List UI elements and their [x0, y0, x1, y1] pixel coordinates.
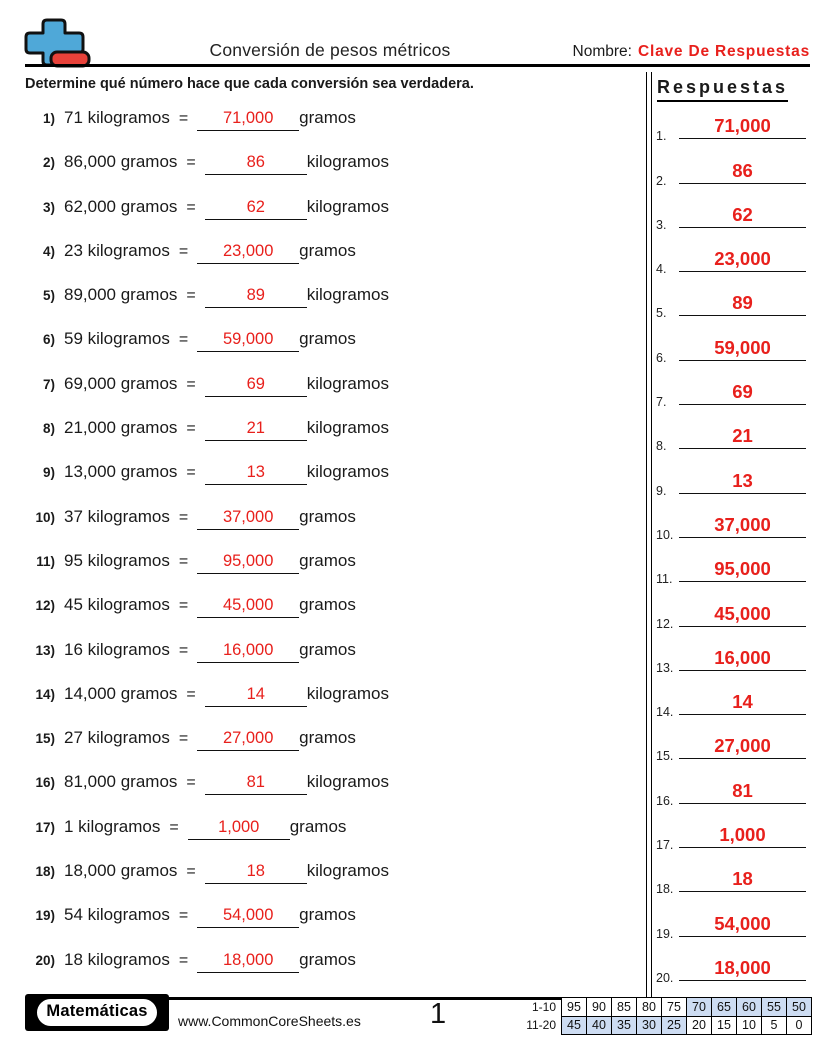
problem-row — [25, 274, 640, 318]
answer-item — [650, 590, 812, 634]
answer-line — [679, 647, 806, 671]
problem-row — [25, 939, 640, 983]
answer-list — [650, 103, 812, 989]
problem-given: 54 kilogramos — [64, 905, 170, 925]
answer-number: 9. — [656, 483, 667, 498]
answer-value: 95,000 — [714, 558, 771, 580]
answer-value: 14 — [732, 691, 753, 713]
problem-row — [25, 850, 640, 894]
answer-item — [650, 457, 812, 501]
answer-value: 62 — [732, 203, 753, 225]
problem-row — [25, 496, 640, 540]
equals-sign: = — [178, 641, 189, 659]
answer-blank: 27,000 — [197, 729, 299, 751]
equals-sign: = — [178, 951, 189, 969]
answer-value: 13 — [732, 469, 753, 491]
problem-unit: kilogramos — [306, 462, 389, 482]
equals-sign: = — [186, 287, 196, 305]
answer-item — [650, 324, 812, 368]
answer-number: 6. — [656, 350, 667, 365]
problem-number: 11) — [36, 553, 55, 569]
score-cell: 90 — [587, 998, 612, 1017]
answer-value: 27,000 — [714, 735, 771, 757]
problem-list — [25, 97, 640, 983]
problem-unit: kilogramos — [306, 418, 389, 438]
problem-given: 95 kilogramos — [64, 550, 170, 570]
score-range-label: 11-20 — [526, 1018, 556, 1033]
answer-line — [679, 248, 806, 272]
answer-line — [679, 558, 806, 582]
problem-number: 10) — [35, 509, 55, 525]
answer-item — [650, 856, 812, 900]
score-cell: 70 — [687, 998, 712, 1017]
score-cell: 95 — [562, 998, 587, 1017]
problem-given: 81,000 gramos — [64, 772, 178, 792]
answer-number: 5. — [656, 306, 667, 321]
problem-unit: kilogramos — [306, 683, 389, 703]
answer-item — [650, 900, 812, 944]
problem-row — [25, 186, 640, 230]
problem-number: 8) — [42, 421, 55, 437]
answer-line — [679, 868, 806, 892]
problem-given: 45 kilogramos — [64, 595, 170, 615]
answer-value: 16,000 — [714, 646, 771, 668]
equals-sign: = — [186, 420, 196, 438]
equals-sign: = — [178, 242, 189, 260]
answer-value: 18 — [732, 868, 753, 890]
problem-unit: gramos — [299, 905, 356, 925]
problem-row — [25, 717, 640, 761]
answer-blank: 45,000 — [197, 596, 299, 618]
equals-sign: = — [186, 154, 196, 172]
answer-number: 7. — [656, 395, 667, 410]
answer-line — [679, 957, 806, 981]
problem-number: 16) — [35, 775, 55, 791]
answer-number: 14. — [656, 705, 674, 720]
score-cell: 45 — [562, 1016, 587, 1035]
answer-line — [679, 780, 806, 804]
answer-value: 54,000 — [714, 912, 771, 934]
answer-blank: 1,000 — [188, 818, 290, 840]
answer-item — [650, 280, 812, 324]
answer-item — [650, 635, 812, 679]
equals-sign: = — [178, 331, 189, 349]
answer-number: 11. — [656, 572, 673, 587]
problem-given: 37 kilogramos — [64, 506, 170, 526]
answer-line — [679, 913, 806, 937]
answer-value: 59,000 — [714, 336, 771, 358]
answer-number: 1. — [656, 129, 667, 144]
answer-blank: 95,000 — [197, 552, 299, 574]
problem-given: 18 kilogramos — [64, 949, 170, 969]
problem-unit: gramos — [299, 108, 356, 127]
problem-given: 18,000 gramos — [64, 861, 178, 881]
problem-unit: gramos — [299, 595, 356, 615]
problem-given: 62,000 gramos — [64, 196, 178, 216]
score-row — [514, 1016, 812, 1035]
problem-unit: gramos — [299, 550, 356, 570]
problem-row — [25, 584, 640, 628]
problem-number: 14) — [35, 686, 55, 702]
problem-row — [25, 540, 640, 584]
answer-blank: 37,000 — [197, 508, 299, 530]
score-cell: 15 — [712, 1016, 737, 1035]
problem-given: 86,000 gramos — [64, 152, 178, 172]
instruction-text: Determine qué número hace que cada conversión sea verdadera. — [25, 76, 474, 92]
problem-number: 18) — [35, 864, 55, 880]
answer-blank: 59,000 — [197, 330, 299, 352]
problem-given: 13,000 gramos — [64, 462, 178, 482]
problem-given: 89,000 gramos — [64, 285, 178, 305]
name-label: Nombre: — [572, 43, 632, 60]
answer-number: 17. — [656, 838, 674, 853]
answer-item — [650, 723, 812, 767]
answer-blank: 21 — [205, 419, 307, 441]
answer-item — [650, 546, 812, 590]
answer-item — [650, 103, 812, 147]
equals-sign: = — [186, 774, 196, 792]
score-cell: 80 — [637, 998, 662, 1017]
answer-value: 37,000 — [714, 513, 771, 535]
problem-unit: kilogramos — [306, 861, 389, 881]
problem-given: 14,000 gramos — [64, 683, 178, 703]
answer-line — [679, 691, 806, 715]
name-value: Clave De Respuestas — [637, 43, 810, 60]
problem-unit: kilogramos — [306, 373, 389, 393]
answer-number: 18. — [656, 882, 674, 897]
score-cell: 30 — [637, 1016, 662, 1035]
problem-row — [25, 894, 640, 938]
score-cell: 40 — [587, 1016, 612, 1035]
answer-line — [679, 292, 806, 316]
answer-blank: 23,000 — [197, 242, 299, 264]
problem-unit: gramos — [299, 240, 356, 260]
answer-item — [650, 369, 812, 413]
problem-row — [25, 761, 640, 805]
answer-number: 13. — [656, 660, 674, 675]
answer-item — [650, 192, 812, 236]
problem-unit: kilogramos — [306, 285, 389, 305]
answer-blank: 18 — [205, 862, 307, 884]
score-cell: 50 — [787, 998, 812, 1017]
score-cell: 25 — [662, 1016, 687, 1035]
problem-unit: kilogramos — [306, 772, 389, 792]
problem-number: 3) — [42, 199, 55, 215]
equals-sign: = — [186, 375, 196, 393]
score-cell: 60 — [737, 998, 762, 1017]
answer-blank: 89 — [205, 286, 307, 308]
answer-blank: 81 — [205, 773, 307, 795]
answer-number: 20. — [656, 970, 674, 985]
equals-sign: = — [169, 818, 179, 836]
answer-item — [650, 767, 812, 811]
score-row — [514, 998, 812, 1017]
problem-given: 16 kilogramos — [64, 639, 170, 659]
problem-unit: kilogramos — [306, 196, 389, 216]
answer-blank: 62 — [205, 198, 307, 220]
score-cell: 65 — [712, 998, 737, 1017]
answer-value: 18,000 — [714, 956, 771, 978]
answer-number: 12. — [656, 616, 674, 631]
equals-sign: = — [178, 508, 189, 526]
problem-number: 1) — [42, 111, 55, 126]
answer-item — [650, 812, 812, 856]
problem-given: 23 kilogramos — [64, 240, 170, 260]
brand-logo — [25, 994, 169, 1031]
equals-sign: = — [178, 730, 189, 748]
equals-sign: = — [178, 110, 189, 127]
answer-line — [679, 204, 806, 228]
answer-value: 86 — [732, 159, 753, 181]
score-cell: 75 — [662, 998, 687, 1017]
equals-sign: = — [186, 863, 196, 881]
problem-row — [25, 407, 640, 451]
answer-blank: 18,000 — [197, 951, 299, 973]
problem-given: 71 kilogramos — [64, 108, 170, 127]
score-cell: 85 — [612, 998, 637, 1017]
problem-unit: gramos — [299, 949, 356, 969]
answer-number: 4. — [656, 262, 667, 277]
answer-number: 16. — [656, 793, 674, 808]
problem-number: 4) — [42, 243, 55, 259]
equals-sign: = — [186, 198, 196, 216]
equals-sign: = — [186, 464, 196, 482]
answer-line — [679, 160, 806, 184]
answer-line — [679, 425, 806, 449]
answer-blank: 14 — [205, 685, 307, 707]
answer-line — [679, 470, 806, 494]
header-rule — [25, 64, 810, 67]
problem-row — [25, 363, 640, 407]
equals-sign: = — [178, 907, 189, 925]
answer-value: 23,000 — [714, 248, 771, 270]
answer-line — [679, 381, 806, 405]
answer-number: 19. — [656, 926, 674, 941]
answer-value: 89 — [732, 292, 753, 314]
answer-line — [679, 337, 806, 361]
problem-unit: gramos — [299, 329, 356, 349]
answer-line — [679, 115, 806, 139]
answer-item — [650, 502, 812, 546]
problem-given: 59 kilogramos — [64, 329, 170, 349]
equals-sign: = — [186, 685, 196, 703]
answer-item — [650, 147, 812, 191]
answer-line — [679, 514, 806, 538]
problem-given: 27 kilogramos — [64, 728, 170, 748]
score-cell: 55 — [762, 998, 787, 1017]
name-area — [573, 43, 810, 61]
answer-value: 71,000 — [714, 115, 771, 137]
problem-row — [25, 451, 640, 495]
problem-unit: kilogramos — [306, 152, 389, 172]
problem-number: 15) — [35, 731, 55, 747]
problem-number: 2) — [42, 155, 55, 171]
answer-item — [650, 413, 812, 457]
equals-sign: = — [178, 597, 189, 615]
problem-row — [25, 673, 640, 717]
answer-item — [650, 945, 812, 989]
score-cell: 0 — [787, 1016, 812, 1035]
problem-number: 19) — [35, 908, 55, 924]
answer-blank: 69 — [205, 375, 307, 397]
problem-unit: gramos — [299, 506, 356, 526]
problem-given: 69,000 gramos — [64, 373, 178, 393]
answers-header: Respuestas — [657, 77, 788, 102]
score-cell: 20 — [687, 1016, 712, 1035]
answer-number: 8. — [656, 439, 667, 454]
answer-number: 3. — [656, 217, 667, 232]
answer-number: 10. — [656, 527, 674, 542]
problem-number: 20) — [35, 952, 55, 968]
problem-given: 1 kilogramos — [64, 816, 161, 836]
answer-blank: 54,000 — [197, 906, 299, 928]
answer-line — [679, 735, 806, 759]
answer-blank: 13 — [205, 463, 307, 485]
problem-unit: gramos — [299, 728, 356, 748]
answer-number: 2. — [656, 173, 667, 188]
answer-value: 69 — [732, 381, 753, 403]
answer-line — [679, 824, 806, 848]
answer-value: 21 — [732, 425, 753, 447]
problem-number: 13) — [35, 642, 55, 658]
worksheet-title: Conversión de pesos métricos — [209, 40, 451, 60]
problem-row — [25, 629, 640, 673]
problem-row — [25, 318, 640, 362]
problem-number: 17) — [35, 819, 55, 835]
problem-unit: gramos — [289, 816, 347, 836]
answer-item — [650, 236, 812, 280]
answer-value: 81 — [732, 779, 753, 801]
problem-number: 6) — [42, 332, 55, 348]
problem-row — [25, 141, 640, 185]
score-cell: 35 — [612, 1016, 637, 1035]
answer-value: 1,000 — [719, 824, 766, 846]
score-cell: 10 — [737, 1016, 762, 1035]
score-table — [514, 997, 812, 1035]
problem-number: 12) — [35, 598, 55, 614]
answer-blank: 86 — [205, 153, 307, 175]
problem-row — [25, 97, 640, 141]
score-range-label: 1-10 — [531, 999, 556, 1014]
equals-sign: = — [178, 552, 189, 570]
brand-name: Matemáticas — [37, 999, 156, 1026]
problem-row — [25, 230, 640, 274]
score-cell: 5 — [762, 1016, 787, 1035]
problem-number: 5) — [42, 288, 55, 304]
answer-item — [650, 679, 812, 723]
answer-value: 45,000 — [714, 602, 771, 624]
answer-number: 15. — [656, 749, 674, 764]
problem-row — [25, 806, 640, 850]
problem-unit: gramos — [299, 639, 356, 659]
answer-blank: 71,000 — [197, 109, 299, 131]
problem-number: 9) — [42, 465, 55, 481]
answer-blank: 16,000 — [197, 641, 299, 663]
website-text: www.CommonCoreSheets.es — [178, 1013, 361, 1029]
problem-given: 21,000 gramos — [64, 418, 178, 438]
problem-number: 7) — [42, 376, 55, 392]
page-number: 1 — [430, 998, 447, 1030]
answer-line — [679, 603, 806, 627]
